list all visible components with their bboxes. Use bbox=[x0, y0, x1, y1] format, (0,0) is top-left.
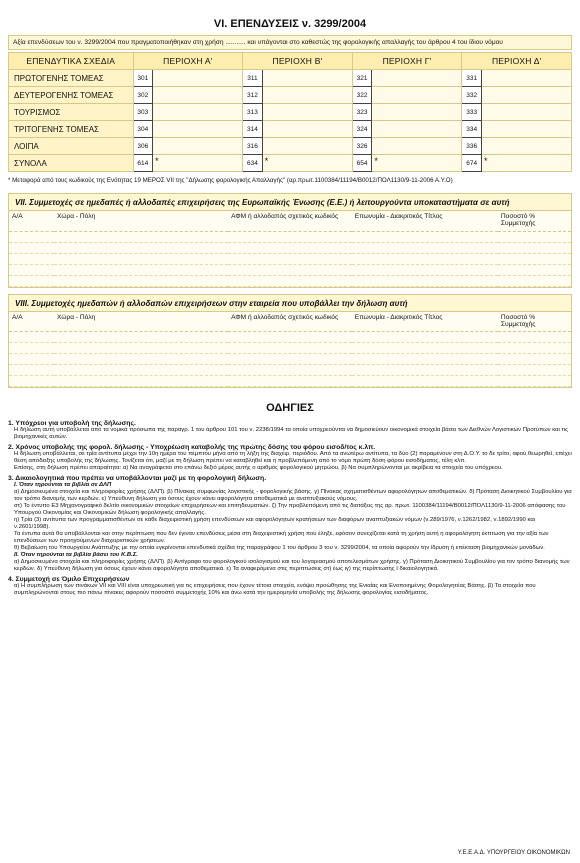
instr-heading-1: 1. Υπόχρεοι για υποβολή της δήλωσης. bbox=[8, 420, 136, 427]
field-code: 312 bbox=[243, 87, 263, 104]
entry-cell[interactable] bbox=[228, 231, 352, 242]
field-code: 322 bbox=[352, 87, 372, 104]
entry-cell[interactable] bbox=[54, 242, 228, 253]
section-viii-header-row bbox=[9, 312, 571, 332]
entry-cell[interactable] bbox=[352, 231, 498, 242]
footnote: * Μεταφορά από τους κωδικούς της Ενότητας 19 ΜΕΡΟΣ VII της "Δήλωσης φορολογικής Απαλλαγής" (αρ.πρωτ.1100384/11194/Β0012/ΠΟΛ1130/9-11-2006 Α.Υ.Ο) bbox=[8, 177, 453, 184]
header-region-d: ΠΕΡΙΟΧΗ Δ' bbox=[462, 53, 572, 70]
entry-cell[interactable] bbox=[9, 354, 54, 365]
entry-cell[interactable] bbox=[54, 275, 228, 286]
instr-subheading-1: Ι. Όταν τηρούνται τα βιβλία σε ΔΛΠ bbox=[14, 482, 112, 488]
amount-input[interactable] bbox=[372, 104, 462, 121]
field-code: 634 bbox=[243, 155, 263, 172]
instructions-body bbox=[8, 420, 572, 597]
investment-row bbox=[9, 121, 572, 138]
entry-cell[interactable] bbox=[228, 242, 352, 253]
section-vii-table bbox=[9, 211, 571, 287]
entry-cell[interactable] bbox=[228, 354, 352, 365]
entry-cell[interactable] bbox=[352, 343, 498, 354]
footnote-marker: * bbox=[374, 156, 378, 166]
entry-cell[interactable] bbox=[9, 332, 54, 343]
amount-input[interactable] bbox=[153, 121, 243, 138]
entry-cell[interactable] bbox=[9, 343, 54, 354]
field-code: 304 bbox=[133, 121, 153, 138]
entry-cell[interactable] bbox=[54, 343, 228, 354]
investment-row-label: ΠΡΩΤΟΓΕΝΗΣ ΤΟΜΕΑΣ bbox=[9, 70, 134, 87]
section-vii-box bbox=[8, 193, 572, 288]
investment-row bbox=[9, 138, 572, 155]
investments-table bbox=[8, 52, 572, 172]
field-code: 316 bbox=[243, 138, 263, 155]
col-country-city: Χώρα - Πόλη bbox=[54, 312, 228, 332]
footer-ministry: Υ.Ε.Ε.Α.Δ. ΥΠΟΥΡΓΕΙΟΥ ΟΙΚΟΝΟΜΙΚΩΝ bbox=[457, 850, 570, 856]
instr-paragraph: α) Δημοσιευμένα στοιχεία και πληροφορίες χρήσης (ΔΛΠ). β) Αντίγραφο του φορολογικού ισολογισμού και του λογαριασμού αποτελεσμάτων χρήσης. γ) Πρόταση Διοικητικού Συμβουλίου για τον τρόπο διανομής των κερδών. δ) Υπεύθυνη δήλωση για όσους έχουν κάνει αφορολόγητα αποθεματικά. ε) Τα αναφερόμενα στις περιπτώσεις στ) έως ιγ) της περίπτωσης Ι δικαιολογητικά. bbox=[14, 559, 570, 572]
section-vii-title: VII. Συμμετοχές σε ημεδαπές ή αλλοδαπές επιχειρήσεις της Ευρωπαϊκής Ένωσης (Ε.Ε.) ή λειτουργούντα υποκαταστήματα σε αυτή bbox=[9, 194, 571, 211]
amount-input[interactable] bbox=[482, 138, 572, 155]
instr-paragraph: Η δήλωση υποβάλλεται, σε τρία αντίτυπα μέχρι την 10η ημέρα του πέμπτου μήνα από τη λήξη της διαχειρ. περιόδου. Από τα ανωτέρω αντίτυπα, τα δύο (2) παραμένουν στη Δ.Ο.Υ. το δε τρίτο, αφού θεωρηθεί, επέχει θέση απόδειξης υποβολής της δήλωσης. Τονίζεται ότι, μαζί με τη δήλωση πρέπει να καταβληθεί και η προβλεπόμενη από το νόμο πρώτη δόση φόρου εισοδήματος, τέλη κλπ. bbox=[14, 451, 572, 464]
entry-cell[interactable] bbox=[9, 242, 54, 253]
field-code: 326 bbox=[352, 138, 372, 155]
col-aa: Α/Α bbox=[9, 211, 54, 231]
entry-cell[interactable] bbox=[54, 253, 228, 264]
instr-subheading-2: ΙΙ. Όταν τηρούνται τα βιβλία βάσει του Κ.Β.Σ. bbox=[14, 552, 138, 558]
section-viii-box bbox=[8, 294, 572, 389]
instr-heading-2: 2. Χρόνος υποβολής της φορολ. δήλωσης - Υποχρέωση καταβολής της πρώτης δόσης του φόρου εισοδ/τος κ.λπ. bbox=[8, 444, 376, 451]
entry-row[interactable] bbox=[9, 231, 571, 242]
entry-row[interactable] bbox=[9, 376, 571, 387]
section-viii-title: VIII. Συμμετοχές ημεδαπών ή αλλοδαπών επιχειρήσεων στην εταιρεία που υποβάλλει την δήλωση αυτή bbox=[9, 295, 571, 312]
entry-cell[interactable] bbox=[352, 275, 498, 286]
instr-paragraph: Τα έντυπα αυτά θα υποβάλλονται και στην περίπτωση που δεν έγιναν επενδύσεις μέσα στη διαχειριστική χρήση που έληξε, εφόσον συνεχίζεται κατά τη χρήση αυτή η αφορολόγητη έκπτωση για την αξία των επενδύσεων των προηγούμενων διαχειριστικών χρήσεων. bbox=[14, 531, 549, 544]
header-region-c: ΠΕΡΙΟΧΗ Γ' bbox=[352, 53, 462, 70]
field-code: 654 bbox=[352, 155, 372, 172]
field-code: 323 bbox=[352, 104, 372, 121]
amount-input[interactable] bbox=[153, 87, 243, 104]
investment-row-label: ΔΕΥΤΕΡΟΓΕΝΗΣ ΤΟΜΕΑΣ bbox=[9, 87, 134, 104]
field-code: 331 bbox=[462, 70, 482, 87]
entry-cell[interactable] bbox=[352, 365, 498, 376]
amount-input[interactable] bbox=[262, 121, 352, 138]
entry-cell[interactable] bbox=[9, 275, 54, 286]
instr-paragraph: η) Τρία (3) αντίτυπα των προγραμματισθέντων σε κάθε διαχειριστική χρήση επενδύσεων και αφορολόγητων κρατήσεων των διαφόρων αναπτυξιακών νόμων (ν.289/1976, ν.1262/1982, ν.1892/1990 και ν.2601/1998). bbox=[14, 517, 536, 530]
amount-input[interactable] bbox=[262, 138, 352, 155]
amount-input[interactable] bbox=[153, 138, 243, 155]
entry-cell[interactable] bbox=[54, 365, 228, 376]
entry-cell[interactable] bbox=[498, 275, 571, 286]
amount-input[interactable] bbox=[372, 70, 462, 87]
instr-heading-4: 4. Συμμετοχή σε Όμιλο Επιχειρήσεων bbox=[8, 576, 130, 583]
footnote-marker: * bbox=[484, 156, 488, 166]
entry-cell[interactable] bbox=[498, 231, 571, 242]
investment-row bbox=[9, 70, 572, 87]
field-code: 336 bbox=[462, 138, 482, 155]
entry-cell[interactable] bbox=[54, 264, 228, 275]
entry-cell[interactable] bbox=[352, 253, 498, 264]
entry-cell[interactable] bbox=[9, 231, 54, 242]
field-code: 674 bbox=[462, 155, 482, 172]
field-code: 306 bbox=[133, 138, 153, 155]
amount-input[interactable] bbox=[482, 87, 572, 104]
entry-cell[interactable] bbox=[352, 376, 498, 387]
col-afm: ΑΦΜ ή αλλοδαπός σχετικός κωδικός bbox=[228, 211, 352, 231]
instr-paragraph: στ) Το έντυπο Ε3 Μηχανογραφικό δελτίο οικονομικών στοιχείων επιχειρήσεων και επιτηδευματιών. ζ) Την προβλεπόμενη από τις διατάξεις της αρ. πρωτ. 1100384/11194/Β0012/ΠΟΛ1130/9-11-2006 απόφασης του Υπουργού Οικονομίας και Οικονομικών δήλωση φορολογικής απαλλαγής. bbox=[14, 503, 566, 516]
entry-cell[interactable] bbox=[352, 264, 498, 275]
entry-cell[interactable] bbox=[498, 365, 571, 376]
amount-input[interactable] bbox=[372, 155, 462, 172]
instructions-title: ΟΔΗΓΙΕΣ bbox=[266, 402, 314, 414]
field-code: 301 bbox=[133, 70, 153, 87]
col-name: Επωνυμία - Διακριτικός Τίτλος bbox=[352, 312, 498, 332]
header-region-a: ΠΕΡΙΟΧΗ Α' bbox=[133, 53, 243, 70]
entry-cell[interactable] bbox=[228, 332, 352, 343]
section-viii-rows bbox=[9, 332, 571, 387]
intro-text: Αξία επενδύσεων του ν. 3299/2004 που πραγματοποιήθηκαν στη χρήση ........... και υπάγονται στο καθεστώς της φορολογικής απαλλαγής του άρθρου 4 του ίδιου νόμου bbox=[8, 35, 572, 50]
entry-cell[interactable] bbox=[9, 376, 54, 387]
amount-input[interactable] bbox=[482, 155, 572, 172]
field-code: 324 bbox=[352, 121, 372, 138]
amount-input[interactable] bbox=[262, 104, 352, 121]
investment-row-label: ΛΟΙΠΑ bbox=[9, 138, 134, 155]
amount-input[interactable] bbox=[482, 70, 572, 87]
investment-row bbox=[9, 104, 572, 121]
entry-cell[interactable] bbox=[352, 242, 498, 253]
instr-heading-3: 3. Δικαιολογητικά που πρέπει να υποβάλλονται μαζί με τη φορολογική δήλωση. bbox=[8, 475, 267, 482]
col-afm: ΑΦΜ ή αλλοδαπός σχετικός κωδικός bbox=[228, 312, 352, 332]
entry-cell[interactable] bbox=[228, 365, 352, 376]
instr-paragraph: θ) Βεβαίωση του Υπουργείου Ανάπτυξης με την οποία εγκρίνονται επενδυτικά σχέδια της παραγράφου 1 του άρθρου 3 του ν. 3299/2004, τα οποία αφορούν την ίδρυση ή επέκταση βιομηχανικών μονάδων. bbox=[14, 545, 545, 551]
entry-cell[interactable] bbox=[228, 343, 352, 354]
entry-cell[interactable] bbox=[352, 354, 498, 365]
entry-cell[interactable] bbox=[9, 264, 54, 275]
entry-cell[interactable] bbox=[498, 264, 571, 275]
col-name: Επωνυμία - Διακριτικός Τίτλος bbox=[352, 211, 498, 231]
entry-cell[interactable] bbox=[54, 231, 228, 242]
field-code: 333 bbox=[462, 104, 482, 121]
section-vii-rows bbox=[9, 231, 571, 286]
field-code: 314 bbox=[243, 121, 263, 138]
investment-row-label: ΣΥΝΟΛΑ bbox=[9, 155, 134, 172]
amount-input[interactable] bbox=[153, 104, 243, 121]
amount-input[interactable] bbox=[482, 104, 572, 121]
entry-cell[interactable] bbox=[228, 253, 352, 264]
entry-row[interactable] bbox=[9, 264, 571, 275]
entry-row[interactable] bbox=[9, 343, 571, 354]
col-aa: Α/Α bbox=[9, 312, 54, 332]
entry-row[interactable] bbox=[9, 242, 571, 253]
entry-row[interactable] bbox=[9, 253, 571, 264]
amount-input[interactable] bbox=[262, 87, 352, 104]
entry-cell[interactable] bbox=[498, 376, 571, 387]
amount-input[interactable] bbox=[482, 121, 572, 138]
section-vii-header-row bbox=[9, 211, 571, 231]
footnote-marker: * bbox=[155, 156, 159, 166]
field-code: 332 bbox=[462, 87, 482, 104]
entry-cell[interactable] bbox=[498, 242, 571, 253]
section-viii-table bbox=[9, 312, 571, 388]
amount-input[interactable] bbox=[262, 155, 352, 172]
entry-cell[interactable] bbox=[352, 332, 498, 343]
col-country-city: Χώρα - Πόλη bbox=[54, 211, 228, 231]
investment-row-label: ΤΟΥΡΙΣΜΟΣ bbox=[9, 104, 134, 121]
investment-row bbox=[9, 87, 572, 104]
entry-cell[interactable] bbox=[498, 354, 571, 365]
amount-input[interactable] bbox=[153, 70, 243, 87]
entry-cell[interactable] bbox=[54, 332, 228, 343]
amount-input[interactable] bbox=[372, 138, 462, 155]
investments-header-row bbox=[9, 53, 572, 70]
entry-cell[interactable] bbox=[498, 343, 571, 354]
amount-input[interactable] bbox=[372, 87, 462, 104]
entry-cell[interactable] bbox=[228, 264, 352, 275]
investment-row-label: ΤΡΙΤΟΓΕΝΗΣ ΤΟΜΕΑΣ bbox=[9, 121, 134, 138]
amount-input[interactable] bbox=[153, 155, 243, 172]
field-code: 311 bbox=[243, 70, 263, 87]
entry-cell[interactable] bbox=[228, 275, 352, 286]
field-code: 313 bbox=[243, 104, 263, 121]
col-percent: Ποσοστό % Συμμετοχής bbox=[498, 312, 571, 332]
instr-paragraph: α) Δημοσιευμένα στοιχεία και πληροφορίες χρήσης (ΔΛΠ). β) Πίνακας συμφωνίας λογιστικής - φορολογικής βάσης. γ) Πίνακας σχηματισθέντων αφορολόγητων αποθεματικών. δ) Πρόταση Διοικητικού Συμβουλίου για τον τρόπο διανομής των κερδών. ε) Υπεύθυνη δήλωση για όσους έχουν κάνει αφορολόγητα αποθεματικά με αναπτυξιακούς νόμους. bbox=[14, 489, 572, 502]
header-plans: ΕΠΕΝΔΥΤΙΚΑ ΣΧΕΔΙΑ bbox=[9, 53, 134, 70]
instr-paragraph: Η δήλωση αυτή υποβάλλεται από τα νομικά πρόσωπα της παραγρ. 1 του άρθρου 101 του ν. 2238/1994 τα οποία υποχρεούνται να δημοσιεύουν οικονομικά στοιχεία βάσει των Διεθνών Λογιστικών Προτύπων και τις βιομηχανικές αυτών. bbox=[14, 427, 568, 440]
entry-cell[interactable] bbox=[498, 332, 571, 343]
investment-row bbox=[9, 155, 572, 172]
entry-row[interactable] bbox=[9, 365, 571, 376]
entry-cell[interactable] bbox=[54, 354, 228, 365]
amount-input[interactable] bbox=[372, 121, 462, 138]
field-code: 334 bbox=[462, 121, 482, 138]
instr-paragraph: Επίσης, στη δήλωση πρέπει απαραίτητα: α) Να αναγράφεται στο επάνω δεξιό μέρος αυτής ο αριθμός φορολογικού μητρώου, β) Να συμπληρώνονται με ακρίβεια τα στοιχεία του υπόχρεου. bbox=[14, 465, 503, 471]
field-code: 302 bbox=[133, 87, 153, 104]
amount-input[interactable] bbox=[262, 70, 352, 87]
section-title: VI. ΕΠΕΝΔΥΣΕΙΣ ν. 3299/2004 bbox=[213, 18, 367, 30]
header-region-b: ΠΕΡΙΟΧΗ Β' bbox=[243, 53, 353, 70]
entry-row[interactable] bbox=[9, 332, 571, 343]
field-code: 321 bbox=[352, 70, 372, 87]
entry-cell[interactable] bbox=[498, 253, 571, 264]
entry-cell[interactable] bbox=[9, 365, 54, 376]
entry-cell[interactable] bbox=[228, 376, 352, 387]
col-percent: Ποσοστό % Συμμετοχής bbox=[498, 211, 571, 231]
footnote-marker: * bbox=[264, 156, 269, 166]
entry-row[interactable] bbox=[9, 275, 571, 286]
entry-row[interactable] bbox=[9, 354, 571, 365]
entry-cell[interactable] bbox=[54, 376, 228, 387]
instr-paragraph: α) Η συμπλήρωση των πινάκων VII και VIII είναι υποχρεωτική για τις επιχειρήσεις που έχουν τέτοια στοιχεία, ενόψει προώθησης της Ενιαίας και Ενοποιημένης Φορολογητέας Βάσης. β) Τα στοιχεία που συμπληρώνονται στους πιο πάνω πίνακες αφορούν ποσοστό συμμετοχής 10% και άνω κατά την ημερομηνία υποβολής της δήλωσης φορολογίας εισοδήματος. bbox=[14, 583, 536, 596]
entry-cell[interactable] bbox=[9, 253, 54, 264]
field-code: 303 bbox=[133, 104, 153, 121]
field-code: 614 bbox=[133, 155, 153, 172]
